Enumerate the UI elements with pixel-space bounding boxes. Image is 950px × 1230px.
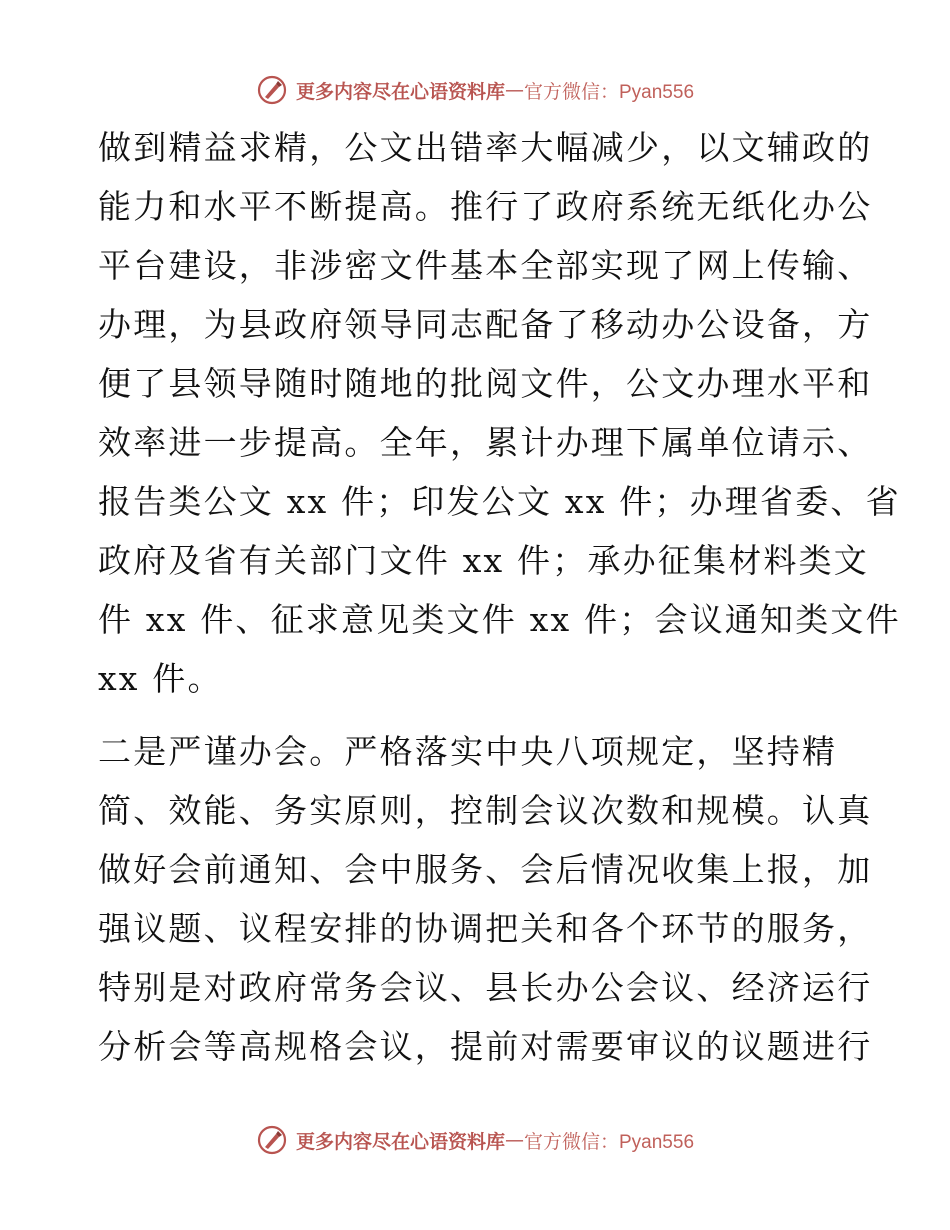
text-line: 平台建设，非涉密文件基本全部实现了网上传输、 <box>98 246 873 285</box>
text-line: 分析会等高规格会议，提前对需要审议的议题进行 <box>98 1027 873 1066</box>
paragraph-2 <box>98 722 873 1076</box>
watermark-main-text: 更多内容尽在心语资料库 <box>295 80 505 103</box>
text-line: 办理，为县政府领导同志配备了移动办公设备，方 <box>98 305 873 344</box>
text-line: 件 xx 件、征求意见类文件 xx 件；会议通知类文件 <box>98 600 901 639</box>
text-line: 强议题、议程安排的协调把关和各个环节的服务， <box>98 909 873 948</box>
footer-watermark <box>0 1120 950 1160</box>
text-line: xx 件。 <box>98 659 223 698</box>
text-line: 做到精益求精，公文出错率大幅减少，以文辅政的 <box>98 128 873 167</box>
pen-logo-icon <box>256 74 288 106</box>
text-line: 做好会前通知、会中服务、会后情况收集上报，加 <box>98 850 873 889</box>
watermark-contact: 官方微信：Pyan556 <box>524 81 695 103</box>
watermark-separator: — <box>505 1129 524 1151</box>
text-line: 便了县领导随时随地的批阅文件，公文办理水平和 <box>98 364 873 403</box>
watermark-separator: — <box>505 79 524 101</box>
watermark-contact: 官方微信：Pyan556 <box>524 1131 695 1153</box>
pen-logo-icon <box>256 1124 288 1156</box>
text-line: 效率进一步提高。全年，累计办理下属单位请示、 <box>98 423 873 462</box>
paragraph-1 <box>98 118 901 708</box>
paragraph-gap <box>98 708 858 722</box>
text-line: 政府及省有关部门文件 xx 件；承办征集材料类文 <box>98 541 870 580</box>
text-line: 简、效能、务实原则，控制会议次数和规模。认真 <box>98 791 873 830</box>
header-watermark <box>0 70 950 110</box>
text-line: 报告类公文 xx 件；印发公文 xx 件；办理省委、省 <box>98 482 901 521</box>
document-body <box>98 118 901 1076</box>
watermark-main-text: 更多内容尽在心语资料库 <box>295 1130 505 1153</box>
text-line: 特别是对政府常务会议、县长办公会议、经济运行 <box>98 968 873 1007</box>
text-line: 二是严谨办会。严格落实中央八项规定，坚持精 <box>98 732 838 771</box>
text-line: 能力和水平不断提高。推行了政府系统无纸化办公 <box>98 187 873 226</box>
